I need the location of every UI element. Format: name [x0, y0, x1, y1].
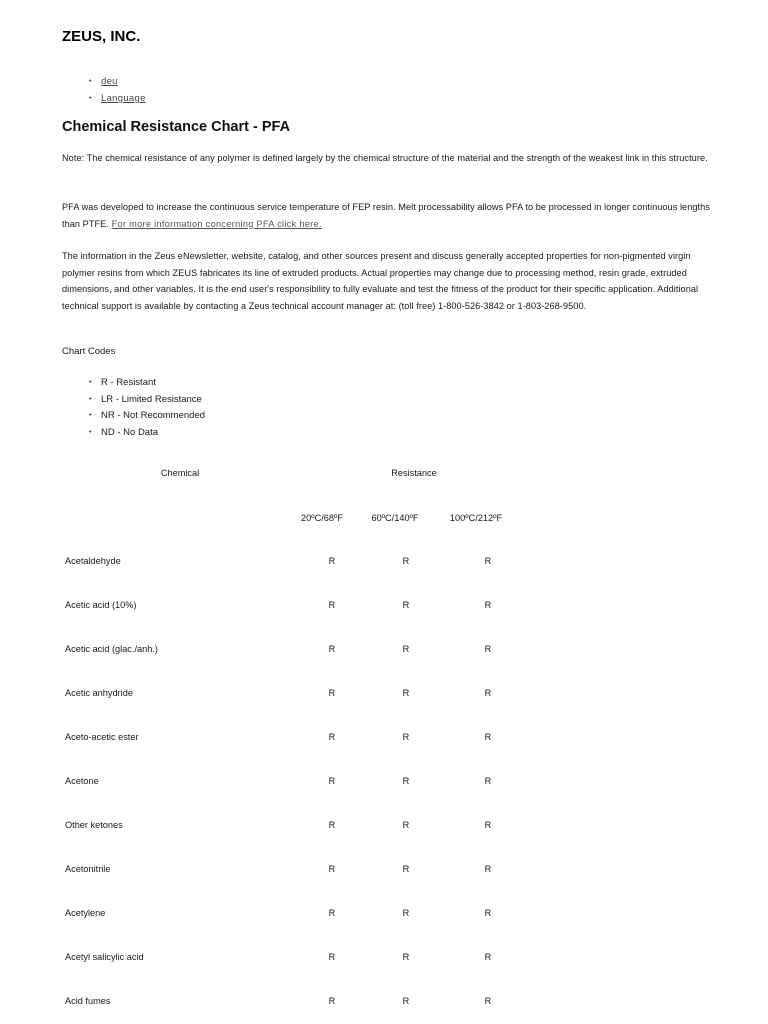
- table-cell-resistance: R: [484, 732, 492, 742]
- table-cell-resistance: R: [328, 732, 336, 742]
- table-cell-chemical: Acetic acid (10%): [65, 600, 137, 610]
- table-cell-resistance: R: [328, 600, 336, 610]
- table-cell-resistance: R: [402, 820, 410, 830]
- nav-link-deu[interactable]: deu: [101, 76, 118, 87]
- table-cell-resistance: R: [484, 864, 492, 874]
- table-cell-resistance: R: [328, 952, 336, 962]
- table-cell-resistance: R: [402, 908, 410, 918]
- table-cell-chemical: Acetyl salicylic acid: [65, 952, 144, 962]
- pfa-paragraph: [62, 199, 710, 232]
- table-header-chemical: Chemical: [160, 468, 200, 478]
- site-title: ZEUS, INC.: [62, 28, 141, 45]
- table-cell-resistance: R: [402, 996, 410, 1006]
- table-cell-resistance: R: [484, 556, 492, 566]
- pfa-text: PFA was developed to increase the continuous service temperature of FEP resin. Melt processability allows PFA to be processed in longer continuous lengths than PTFE.: [62, 202, 710, 229]
- table-cell-chemical: Acid fumes: [65, 996, 111, 1006]
- pfa-info-link[interactable]: For more information concerning PFA click here.: [111, 218, 322, 229]
- chart-code-item: • ND - No Data: [62, 426, 205, 443]
- table-cell-resistance: R: [402, 600, 410, 610]
- chart-code-item: • LR - Limited Resistance: [62, 393, 205, 410]
- nav-item: [62, 75, 146, 92]
- nav-item: [62, 92, 146, 109]
- table-cell-resistance: R: [328, 996, 336, 1006]
- table-cell-resistance: R: [328, 820, 336, 830]
- table-cell-resistance: R: [328, 556, 336, 566]
- table-cell-chemical: Aceto-acetic ester: [65, 732, 139, 742]
- chart-code-item: • R - Resistant: [62, 376, 205, 393]
- chart-code-item: • NR - Not Recommended: [62, 409, 205, 426]
- table-cell-resistance: R: [484, 908, 492, 918]
- table-cell-chemical: Acetic acid (glac./anh.): [65, 644, 158, 654]
- table-header-temp-100c: 100ºC/212ºF: [449, 513, 503, 523]
- table-cell-resistance: R: [402, 776, 410, 786]
- table-cell-resistance: R: [328, 776, 336, 786]
- table-cell-chemical: Acetic anhydride: [65, 688, 133, 698]
- note-paragraph: Note: The chemical resistance of any polymer is defined largely by the chemical structure of the material and the strength of the weakest link in this structure.: [62, 153, 708, 163]
- table-cell-resistance: R: [328, 688, 336, 698]
- table-cell-resistance: R: [402, 732, 410, 742]
- table-cell-resistance: R: [484, 820, 492, 830]
- table-cell-resistance: R: [402, 644, 410, 654]
- info-paragraph: The information in the Zeus eNewsletter, website, catalog, and other sources present and discuss generally accepted properties for non-pigmented virgin polymer resins from which ZEUS fabricates its line of extruded products. Actual properties may change due to processing method, resin grade, extruded dimensions, and other variables. It is the end user's responsibility to fully evaluate and test the fitness of the product for their specific application. Additional technical support is available by contacting a Zeus technical account manager at: (toll free) 1-800-526-3842 or 1-803-268-9500.: [62, 251, 699, 311]
- table-header-temp-60c: 60ºC/140ºF: [371, 513, 419, 523]
- chart-codes-list: [62, 376, 205, 442]
- table-header-temp-20c: 20ºC/68ºF: [301, 513, 343, 523]
- table-cell-resistance: R: [402, 864, 410, 874]
- table-cell-chemical: Acetaldehyde: [65, 556, 121, 566]
- page-heading: Chemical Resistance Chart - PFA: [62, 119, 291, 135]
- table-cell-resistance: R: [484, 600, 492, 610]
- table-cell-resistance: R: [328, 908, 336, 918]
- table-header-resistance: Resistance: [391, 468, 437, 478]
- table-cell-resistance: R: [328, 864, 336, 874]
- table-cell-resistance: R: [484, 996, 492, 1006]
- table-cell-resistance: R: [402, 556, 410, 566]
- table-cell-resistance: R: [484, 776, 492, 786]
- table-cell-resistance: R: [402, 688, 410, 698]
- table-cell-chemical: Acetone: [65, 776, 99, 786]
- table-cell-resistance: R: [484, 952, 492, 962]
- table-cell-resistance: R: [328, 644, 336, 654]
- table-cell-resistance: R: [484, 688, 492, 698]
- nav-link-language[interactable]: Language: [101, 93, 146, 104]
- nav-list: [62, 75, 146, 109]
- table-cell-chemical: Other ketones: [65, 820, 123, 830]
- table-cell-resistance: R: [484, 644, 492, 654]
- chart-codes-title: Chart Codes: [62, 346, 116, 357]
- table-cell-chemical: Acetonitrile: [65, 864, 111, 874]
- table-cell-resistance: R: [402, 952, 410, 962]
- table-cell-chemical: Acetylene: [65, 908, 106, 918]
